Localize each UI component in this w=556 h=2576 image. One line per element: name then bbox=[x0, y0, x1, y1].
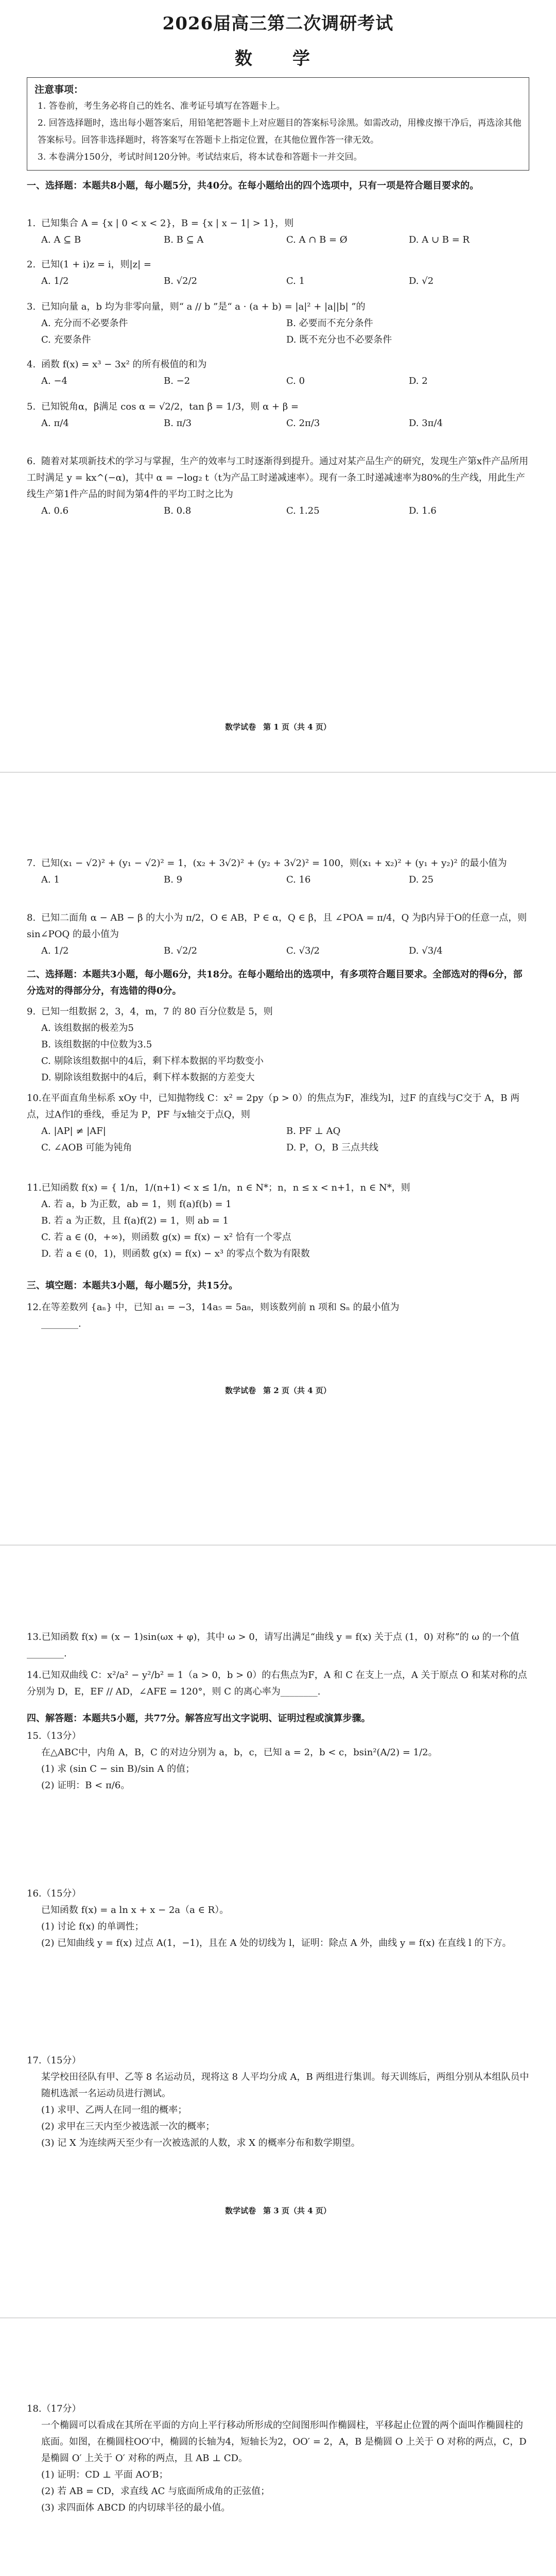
question-number: 10. bbox=[27, 1093, 42, 1104]
question-18 bbox=[27, 2401, 531, 2516]
question-number: 4. bbox=[27, 359, 36, 370]
question-number: 3. bbox=[27, 301, 36, 312]
question-stem: 已知双曲线 C：x²/a² − y²/b² = 1（a > 0，b > 0）的右焦点为F，A 和 C 在支上一点，A 关于原点 O 和某对称的点分别为 D，E，EF // AD，∠AFE = 120°，则 C 的离心率为 bbox=[27, 1670, 527, 1697]
question-stem: 已知二面角 α − AB − β 的大小为 π/2，O ∈ AB，P ∈ α，Q ∈ β，且 ∠POA = π/4，Q 为β内异于O的任意一点，则 sin∠POQ 的最小值为 bbox=[27, 912, 527, 940]
option-b: B. π/3 bbox=[164, 418, 192, 429]
notice-line: 3. 本卷满分150分，考试时间120分钟。考试结束后，将本试卷和答题卡一并交回。 bbox=[38, 152, 362, 162]
option-d: D. 既不充分也不必要条件 bbox=[286, 334, 392, 345]
question-10 bbox=[27, 1090, 531, 1156]
question-part: (2) 已知曲线 y = f(x) 过点 A(1，−1)，且在 A 处的切线为 l，证明：除点 A 外，曲线 y = f(x) 在直线 l 的下方。 bbox=[41, 1938, 512, 1948]
option-a: A. π/4 bbox=[41, 418, 69, 429]
question-part: (1) 求 (sin C − sin B)/sin A 的值； bbox=[41, 1764, 195, 1774]
option-d: D. P，O，B 三点共线 bbox=[286, 1142, 379, 1153]
question-number: 15. bbox=[27, 1731, 42, 1741]
question-4 bbox=[27, 357, 531, 389]
page-2 bbox=[0, 773, 556, 1545]
question-2 bbox=[27, 257, 531, 290]
question-score: （13分） bbox=[41, 1731, 81, 1741]
option-b: B. √2/2 bbox=[164, 945, 198, 956]
question-part: (3) 记 X 为连续两天至少有一次被选派的人数，求 X 的概率分布和数学期望。 bbox=[41, 2138, 360, 2148]
question-score: （15分） bbox=[41, 1888, 81, 1899]
question-stem: 已知锐角α，β满足 cos α = √2/2，tan β = 1/3，则 α + β = bbox=[41, 401, 299, 412]
question-stem: 已知(x₁ − √2)² + (y₁ − √2)² = 1，(x₂ + 3√2)² + (y₂ + 3√2)² = 100，则(x₁ + x₂)² + (y₁ + y₂)² 的最小值为 bbox=[41, 858, 507, 869]
option-a: A. 1/2 bbox=[41, 945, 69, 956]
option-c: C. ∠AOB 可能为钝角 bbox=[41, 1142, 132, 1153]
question-5 bbox=[27, 399, 531, 432]
question-stem: 在平面直角坐标系 xOy 中，已知抛物线 C：x² = 2py（p > 0）的焦点为F，准线为l，过F 的直线与C交于 A，B 两点，过A作l的垂线，垂足为 P，PF 与x轴交于点Q，则 bbox=[27, 1093, 520, 1120]
question-1 bbox=[27, 215, 531, 248]
notice-line: 1. 答卷前，考生务必将自己的姓名、准考证号填写在答题卡上。 bbox=[38, 101, 285, 111]
page-footer bbox=[0, 2205, 556, 2216]
question-number: 16. bbox=[27, 1888, 42, 1899]
page-1 bbox=[0, 0, 556, 772]
question-part: (2) 求甲在三天内至少被选派一次的概率； bbox=[41, 2121, 215, 2132]
option-c: C. 2π/3 bbox=[286, 418, 320, 429]
option-a: A. 该组数据的极差为5 bbox=[41, 1023, 134, 1033]
option-a: A. 1/2 bbox=[41, 276, 69, 286]
option-d: D. A ∪ B = R bbox=[409, 234, 470, 245]
option-c: C. 充要条件 bbox=[41, 334, 91, 345]
section-2-heading: 二、选择题：本题共3小题，每小题6分，共18分。在每小题给出的选项中，有多项符合题目要求。全部选对的得6分，部分选对的得部分分，有选错的得0分。 bbox=[27, 969, 523, 996]
question-part: (3) 求四面体 ABCD 的内切球半径的最小值。 bbox=[41, 2502, 231, 2513]
question-number: 9. bbox=[27, 1006, 36, 1017]
option-c: C. 0 bbox=[286, 376, 305, 386]
option-d: D. √3/4 bbox=[409, 945, 443, 956]
question-number: 7. bbox=[27, 858, 36, 869]
option-b: B. −2 bbox=[164, 376, 190, 386]
section-4-heading: 四、解答题：本题共5小题，共77分。解答应写出文字说明、证明过程或演算步骤。 bbox=[27, 1713, 371, 1724]
question-score: （15分） bbox=[41, 2055, 81, 2066]
option-d: D. 1.6 bbox=[409, 505, 437, 516]
option-b: B. PF ⊥ AQ bbox=[286, 1126, 341, 1137]
page-4 bbox=[0, 2318, 556, 2576]
question-stem: 在△ABC中，内角 A，B，C 的对边分别为 a，b，c，已知 a = 2，b < c，bsin²(A/2) = 1/2。 bbox=[41, 1747, 438, 1758]
option-c: C. 1 bbox=[286, 276, 305, 286]
page-footer bbox=[0, 1385, 556, 1396]
option-b: B. 必要而不充分条件 bbox=[286, 318, 373, 329]
footer-page: 第 3 页（共 4 页） bbox=[263, 2206, 331, 2215]
option-c: C. 剔除该组数据中的4后，剩下样本数据的平均数变小 bbox=[41, 1056, 264, 1066]
question-stem: 在等差数列 {aₙ} 中，已知 a₁ = −3，14a₅ = 5a₈，则该数列前 n 项和 Sₙ 的最小值为 bbox=[41, 1302, 399, 1313]
question-number: 14. bbox=[27, 1670, 42, 1681]
question-stem: 一个椭圆可以看成在其所在平面的方向上平行移动所形成的空间图形叫作椭圆柱，平移起止位置的两个面叫作椭圆柱的底面。如图，在椭圆柱OO′中，椭圆的长轴为4，短轴长为2，OO′ = 2，A，B 是椭圆 O 上关于 O 对称的两点，C，D 是椭圆 O′ 上关于 O′ 对称的两点，且 AB ⊥ CD。 bbox=[41, 2420, 527, 2464]
question-number: 13. bbox=[27, 1632, 42, 1642]
option-d: D. 3π/4 bbox=[409, 418, 443, 429]
option-d: D. √2 bbox=[409, 276, 434, 286]
question-stem: 已知函数 f(x) = { 1/n，1/(n+1) < x ≤ 1/n，n ∈ N*；n，n ≤ x < n+1，n ∈ N*，则 bbox=[41, 1182, 410, 1193]
footer-page: 第 2 页（共 4 页） bbox=[263, 1386, 331, 1395]
option-b: B. 若 a 为正数，且 f(a)f(2) = 1，则 ab = 1 bbox=[41, 1215, 229, 1226]
question-number: 6. bbox=[27, 456, 36, 467]
question-part: (2) 若 AB = CD，求直线 AC 与底面所成角的正弦值； bbox=[41, 2486, 270, 2497]
option-c: C. 若 a ∈ (0，+∞)，则函数 g(x) = f(x) − x² 恰有一个零点 bbox=[41, 1232, 291, 1243]
option-c: C. 16 bbox=[286, 874, 311, 885]
option-a: A. 0.6 bbox=[41, 505, 69, 516]
option-b: B. 该组数据的中位数为3.5 bbox=[41, 1039, 152, 1050]
section-3-heading: 三、填空题：本题共3小题，每小题5分，共15分。 bbox=[27, 1280, 238, 1291]
option-d: D. 剔除该组数据中的4后，剩下样本数据的方差变大 bbox=[41, 1072, 255, 1083]
page-3 bbox=[0, 1546, 556, 2317]
section-1-heading: 一、选择题：本题共8小题，每小题5分，共40分。在每小题给出的四个选项中，只有一项是符合题目要求的。 bbox=[27, 180, 479, 191]
option-d: D. 2 bbox=[409, 376, 428, 386]
question-11 bbox=[27, 1180, 531, 1262]
option-b: B. √2/2 bbox=[164, 276, 198, 286]
question-stem: 已知集合 A = {x | 0 < x < 2}，B = {x | x − 1| > 1}，则 bbox=[41, 218, 294, 229]
question-number: 8. bbox=[27, 912, 36, 923]
question-part: (1) 讨论 f(x) 的单调性； bbox=[41, 1921, 144, 1932]
notice-line: 2. 回答选择题时，选出每小题答案后，用铅笔把答题卡上对应题目的答案标号涂黑。如需改动，用橡皮擦干净后，再选涂其他答案标号。回答非选择题时，将答案写在答题卡上指定位置，在其他位置作答一律无效。 bbox=[38, 118, 522, 145]
question-stem: 函数 f(x) = x³ − 3x² 的所有极值的和为 bbox=[41, 359, 207, 370]
question-8 bbox=[27, 910, 531, 959]
question-number: 1. bbox=[27, 218, 36, 229]
option-b: B. 0.8 bbox=[164, 505, 192, 516]
option-a: A. 1 bbox=[41, 874, 60, 885]
answer-blank: ________. bbox=[27, 1648, 67, 1659]
exam-title: 2026届高三第二次调研考试 bbox=[162, 13, 394, 34]
footer-label: 数学试卷 bbox=[225, 2206, 256, 2215]
question-part: (2) 证明：B < π/6。 bbox=[41, 1780, 130, 1791]
question-12 bbox=[27, 1299, 531, 1332]
option-b: B. 9 bbox=[164, 874, 183, 885]
question-score: （17分） bbox=[41, 2403, 81, 2414]
page-footer bbox=[0, 721, 556, 732]
option-a: A. |AP| ≠ |AF| bbox=[41, 1126, 106, 1137]
question-stem: 某学校田径队有甲、乙等 8 名运动员，现将这 8 人平均分成 A，B 两组进行集训。每天训练后，两组分别从本组队员中随机选派一名运动员进行测试。 bbox=[41, 2072, 529, 2099]
question-number: 5. bbox=[27, 401, 36, 412]
question-6 bbox=[27, 453, 531, 519]
question-7 bbox=[27, 855, 531, 888]
question-3 bbox=[27, 299, 531, 348]
question-14 bbox=[27, 1667, 531, 1700]
option-b: B. B ⊆ A bbox=[164, 234, 204, 245]
question-9 bbox=[27, 1004, 531, 1086]
footer-label: 数学试卷 bbox=[225, 722, 256, 732]
option-d: D. 若 a ∈ (0，1)，则函数 g(x) = f(x) − x³ 的零点个数为有限数 bbox=[41, 1248, 310, 1259]
question-number: 12. bbox=[27, 1302, 42, 1313]
question-17 bbox=[27, 2053, 531, 2151]
answer-blank: ________. bbox=[41, 1318, 81, 1329]
notice-box bbox=[27, 77, 529, 171]
footer-label: 数学试卷 bbox=[225, 1386, 256, 1395]
question-number: 11. bbox=[27, 1182, 42, 1193]
question-part: (1) 求甲、乙两人在同一组的概率； bbox=[41, 2105, 187, 2115]
question-part: (1) 证明：CD ⊥ 平面 AO′B； bbox=[41, 2469, 168, 2480]
question-stem: 已知函数 f(x) = a ln x + x − 2a（a ∈ R）。 bbox=[41, 1905, 229, 1916]
option-a: A. 充分而不必要条件 bbox=[41, 318, 128, 329]
question-16 bbox=[27, 1886, 531, 1952]
question-stem: 已知一组数据 2，3，4，m，7 的 80 百分位数是 5，则 bbox=[41, 1006, 273, 1017]
question-13 bbox=[27, 1629, 531, 1662]
answer-blank: ________. bbox=[280, 1686, 321, 1697]
option-a: A. −4 bbox=[41, 376, 67, 386]
notice-heading: 注意事项： bbox=[34, 84, 84, 95]
option-c: C. √3/2 bbox=[286, 945, 320, 956]
question-number: 2. bbox=[27, 259, 36, 270]
question-stem: 已知(1 + i)z = i，则|z| = bbox=[41, 259, 151, 270]
option-d: D. 25 bbox=[409, 874, 434, 885]
question-stem: 随着对某项新技术的学习与掌握，生产的效率与工时逐渐得到提升。通过对某产品生产的研究，发现生产第x件产品所用工时满足 y = kx^(−α)，其中 α = −log₂ t（t为产品工时递减速率）。现有一条工时递减速率为80%的生产线，用此生产线生产第1件产品的时间为第4件的平均工时之比为 bbox=[27, 456, 529, 500]
question-stem: 已知向量 a，b 均为非零向量，则“ a // b ”是“ a · (a + b) = |a|² + |a||b| ”的 bbox=[41, 301, 366, 312]
question-number: 17. bbox=[27, 2055, 42, 2066]
option-c: C. A ∩ B = Ø bbox=[286, 234, 348, 245]
question-number: 18. bbox=[27, 2403, 42, 2414]
option-c: C. 1.25 bbox=[286, 505, 320, 516]
exam-subject: 数 学 bbox=[235, 48, 321, 69]
footer-page: 第 1 页（共 4 页） bbox=[263, 722, 331, 732]
option-a: A. A ⊆ B bbox=[41, 234, 81, 245]
question-15 bbox=[27, 1728, 531, 1794]
option-a: A. 若 a，b 为正数，ab = 1，则 f(a)f(b) = 1 bbox=[41, 1199, 232, 1210]
question-stem: 已知函数 f(x) = (x − 1)sin(ωx + φ)，其中 ω > 0，请写出满足“曲线 y = f(x) 关于点 (1，0) 对称”的 ω 的一个值 bbox=[41, 1632, 519, 1642]
